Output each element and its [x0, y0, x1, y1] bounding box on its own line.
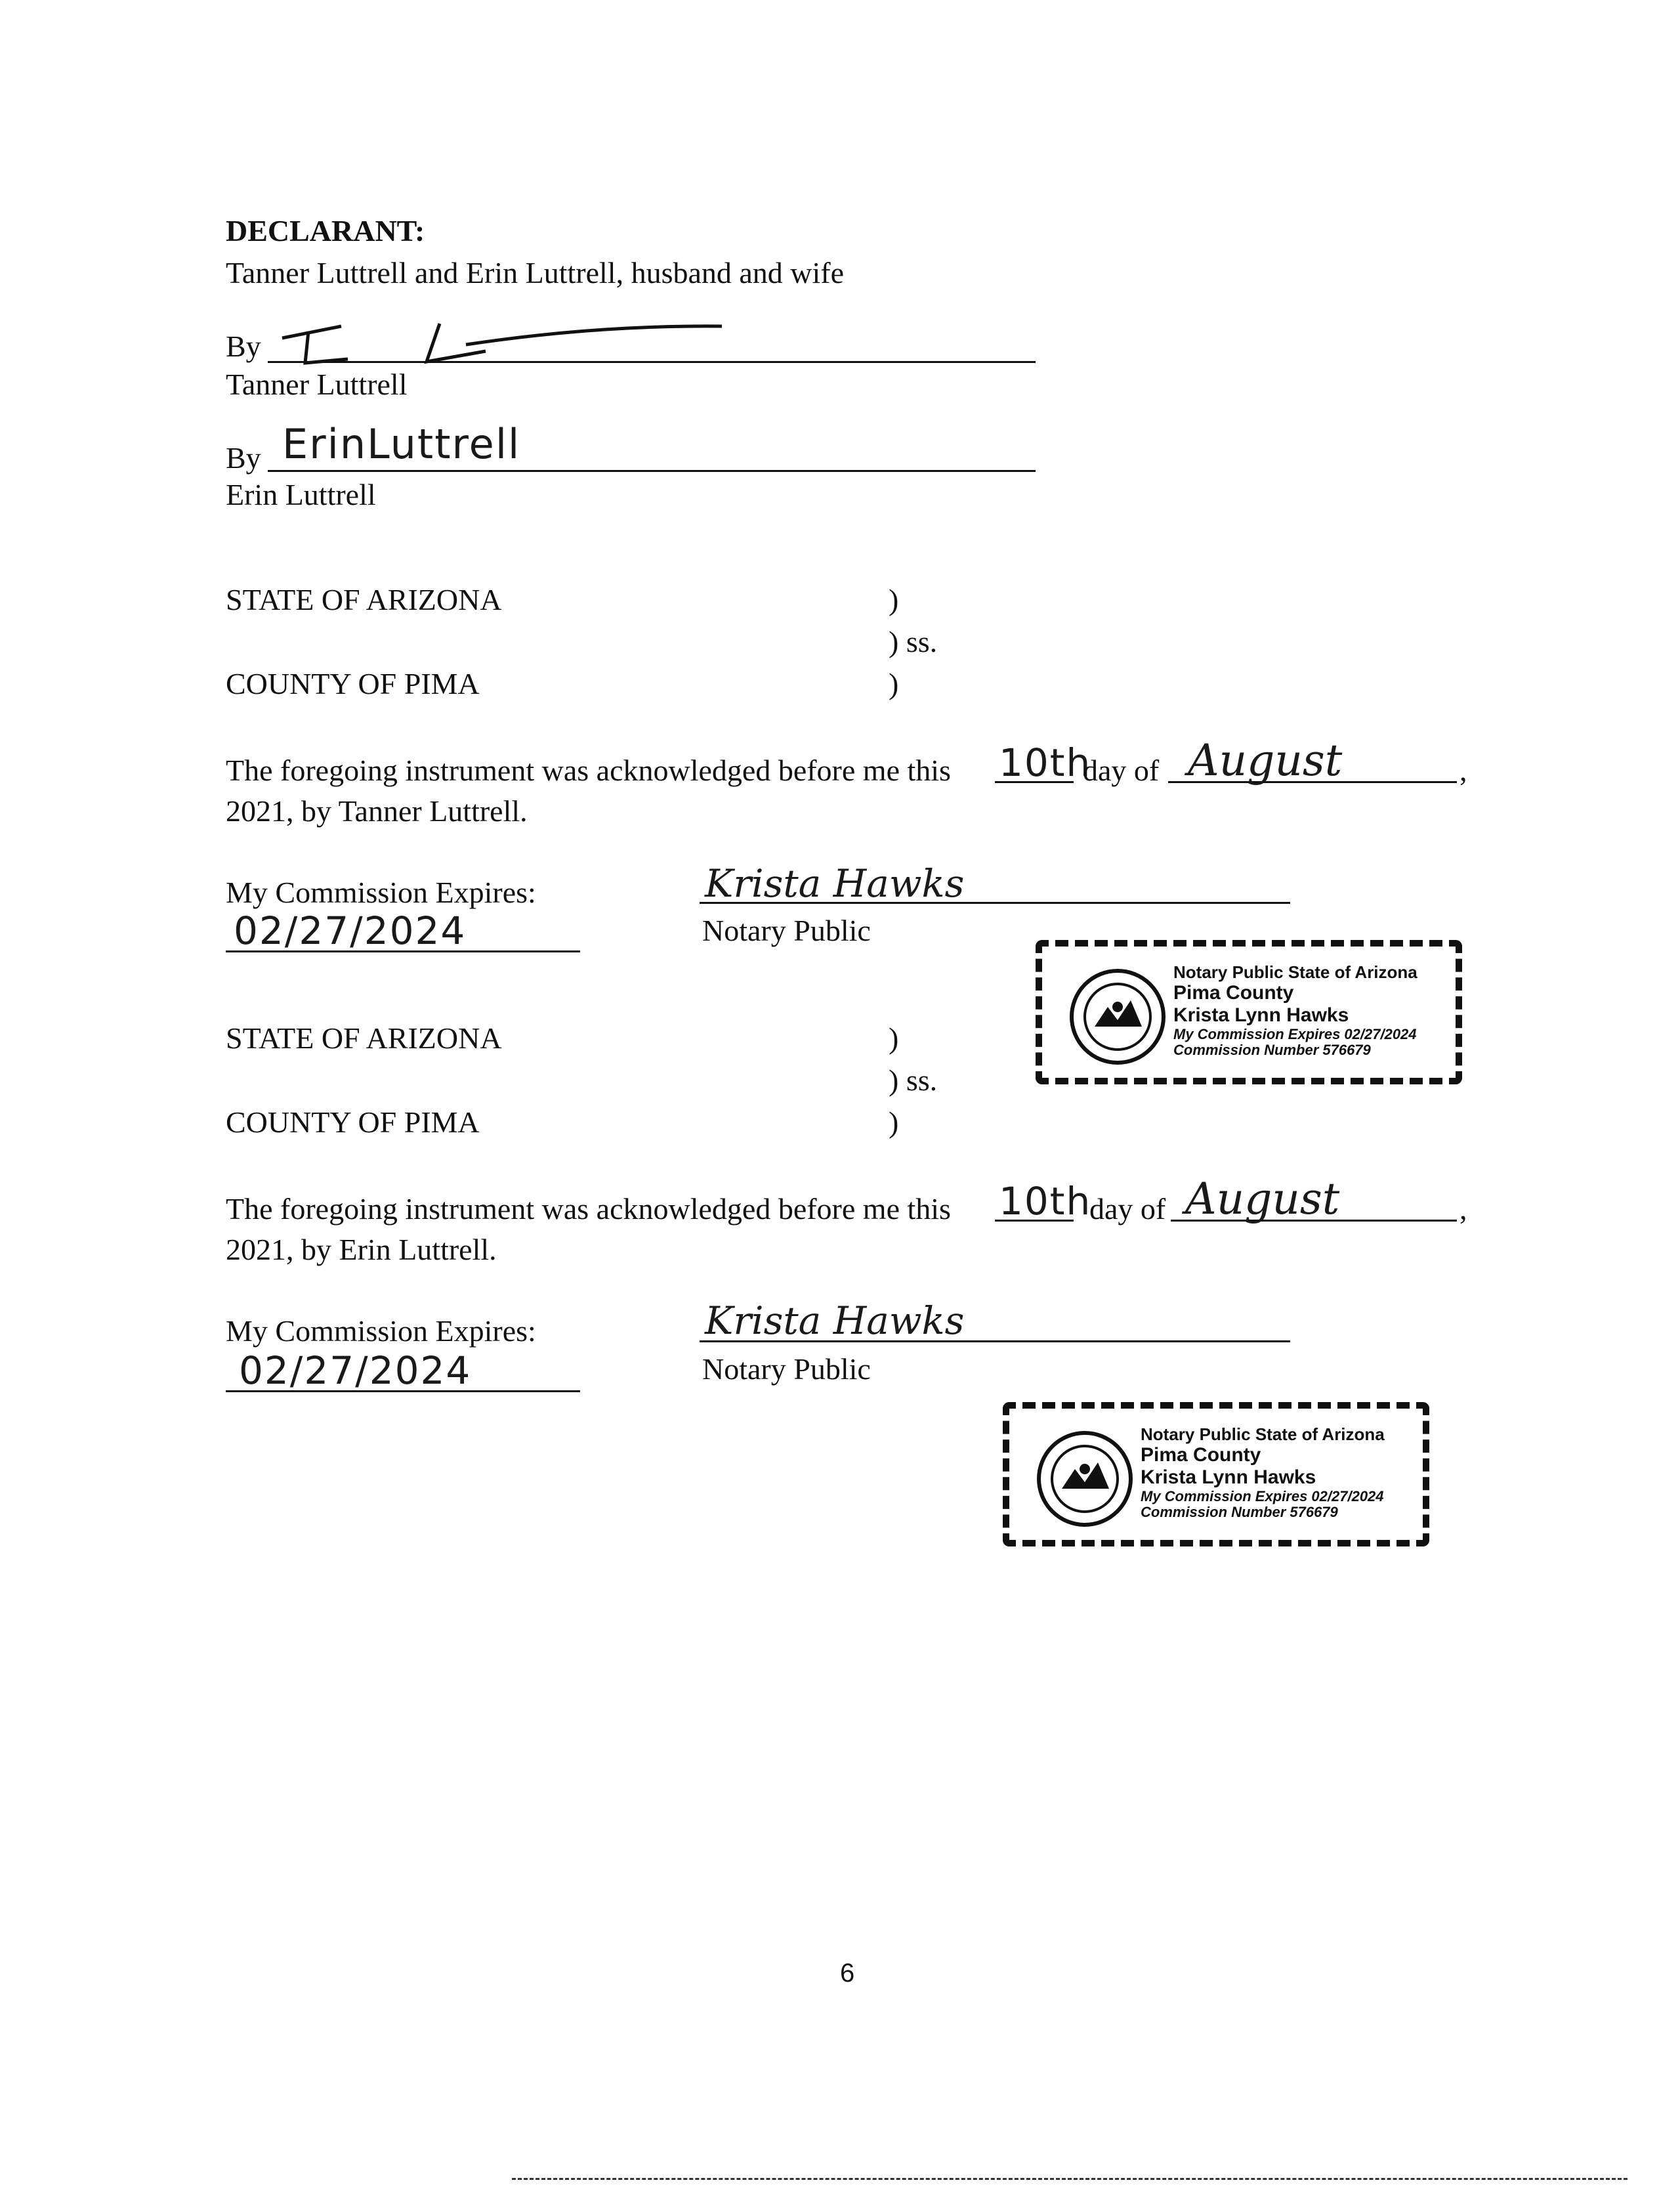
- day-handwritten: 10th: [999, 740, 1092, 785]
- venue-paren: ): [889, 667, 899, 700]
- commission-date-handwritten: 02/27/2024: [234, 908, 467, 953]
- signer-by-label: By: [226, 441, 261, 475]
- stamp-line: Krista Lynn Hawks: [1141, 1466, 1316, 1488]
- stamp-line: Notary Public State of Arizona: [1173, 962, 1418, 982]
- acknowledgment-year-line: 2021, by Erin Luttrell.: [226, 1233, 497, 1266]
- county-label: COUNTY OF PIMA: [226, 667, 480, 700]
- stamp-line: Pima County: [1141, 1444, 1261, 1466]
- venue-paren: ): [889, 583, 899, 616]
- acknowledgment-text: The foregoing instrument was acknowledged before me this: [226, 754, 951, 787]
- page-number: 6: [840, 1959, 855, 1988]
- venue-paren: ): [889, 1021, 899, 1055]
- day-of-text: day of: [1089, 1192, 1166, 1225]
- stamp-line: My Commission Expires 02/27/2024: [1173, 1026, 1417, 1042]
- county-label: COUNTY OF PIMA: [226, 1105, 480, 1139]
- notary-label: Notary Public: [702, 914, 871, 947]
- comma: ,: [1460, 754, 1467, 787]
- declarant-heading: DECLARANT:: [226, 214, 425, 247]
- stamp-line: Krista Lynn Hawks: [1173, 1004, 1349, 1026]
- signature-line: [268, 470, 1036, 472]
- notary-stamp: [1036, 940, 1462, 1084]
- commission-label: My Commission Expires:: [226, 876, 536, 909]
- stamp-line: Commission Number 576679: [1173, 1042, 1371, 1058]
- state-label: STATE OF ARIZONA: [226, 583, 502, 616]
- venue-paren: ): [889, 1105, 899, 1139]
- venue-ss: ) ss.: [889, 625, 938, 658]
- notary-label: Notary Public: [702, 1352, 871, 1386]
- notary-signature: Krista Hawks: [705, 861, 965, 906]
- day-of-text: day of: [1083, 754, 1160, 787]
- stamp-line: Commission Number 576679: [1141, 1504, 1338, 1520]
- stamp-line: My Commission Expires 02/27/2024: [1141, 1488, 1384, 1504]
- stamp-line: Pima County: [1173, 982, 1294, 1004]
- declarant-parties: Tanner Luttrell and Erin Luttrell, husband and wife: [226, 256, 845, 289]
- day-handwritten: 10th: [999, 1179, 1092, 1224]
- tanner-signature: [269, 299, 728, 371]
- scan-edge-line: [512, 2178, 1628, 2180]
- signer-name: Erin Luttrell: [226, 478, 376, 511]
- signer-by-label: By: [226, 330, 261, 363]
- comma: ,: [1460, 1192, 1467, 1225]
- state-label: STATE OF ARIZONA: [226, 1021, 502, 1055]
- notary-stamp: [1003, 1402, 1429, 1546]
- acknowledgment-year-line: 2021, by Tanner Luttrell.: [226, 794, 528, 828]
- acknowledgment-text: The foregoing instrument was acknowledged before me this: [226, 1192, 951, 1225]
- commission-label: My Commission Expires:: [226, 1314, 536, 1348]
- commission-date-handwritten: 02/27/2024: [239, 1348, 472, 1393]
- venue-ss: ) ss.: [889, 1063, 938, 1097]
- arizona-seal-icon: [1036, 1430, 1134, 1528]
- signer-name: Tanner Luttrell: [226, 368, 408, 401]
- stamp-line: Notary Public State of Arizona: [1141, 1424, 1385, 1444]
- notary-signature: Krista Hawks: [705, 1298, 965, 1343]
- arizona-seal-icon: [1068, 968, 1167, 1066]
- erin-signature: ErinLuttrell: [282, 420, 521, 468]
- month-handwritten: August: [1185, 1174, 1340, 1224]
- month-handwritten: August: [1188, 735, 1343, 786]
